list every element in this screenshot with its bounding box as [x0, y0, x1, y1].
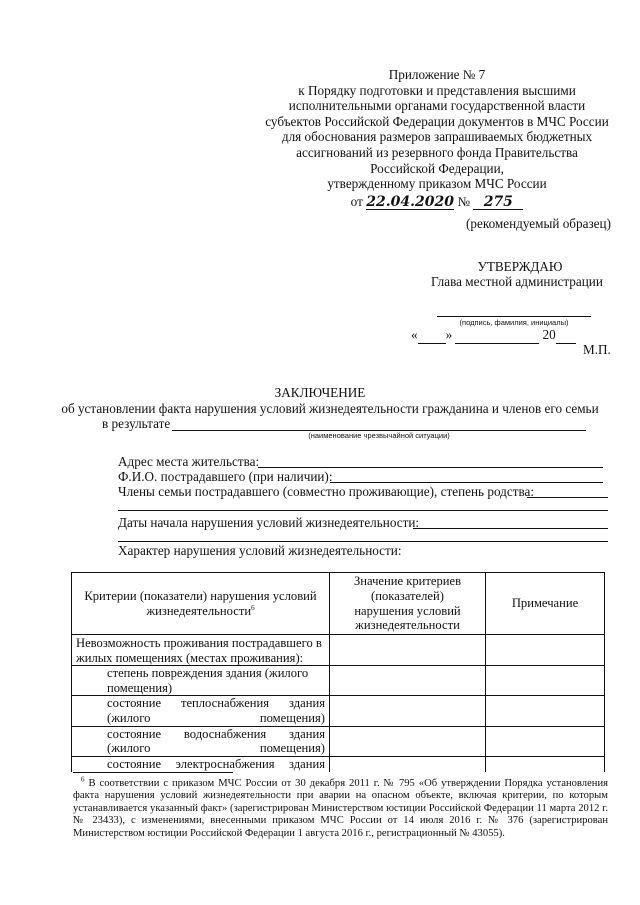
table-row: [72, 666, 605, 696]
appendix-line: Российской Федерации,: [370, 160, 504, 176]
order-number: 275: [473, 196, 523, 210]
conclusion-subtitle: об установлении факта нарушения условий жизнедеятельности гражданина и членов его семьи: [61, 401, 599, 416]
header-footnote-mark: 6: [251, 603, 255, 612]
row-criterion: Невозможность проживания пострадавшего в жилых помещениях (местах проживания):: [72, 635, 330, 666]
dates-label: Даты начала нарушения условий жизнедеятельности:: [118, 515, 420, 530]
signature-caption: (подпись, фамилия, инициалы): [459, 318, 569, 327]
approve-date-line: [411, 327, 576, 344]
appendix-block: [262, 67, 612, 210]
fio-label: Ф.И.О. пострадавшего (при наличии):: [118, 469, 333, 484]
row-value-cell[interactable]: [330, 635, 486, 666]
date-open-quote: «: [411, 327, 418, 342]
row-note-cell[interactable]: [486, 726, 605, 756]
appendix-line: Приложение № 7: [388, 67, 486, 82]
appendix-line: ассигнований из резервного фонда Правительства: [296, 144, 578, 160]
family-label: Члены семьи пострадавшего (совместно проживающие), степень родства:: [118, 484, 535, 499]
family-line[interactable]: [527, 497, 608, 498]
row-criterion: степень повреждения здания (жилого помещения): [72, 666, 330, 696]
approve-subtitle: Глава местной администрации: [431, 274, 603, 289]
dates-line[interactable]: [413, 528, 608, 529]
dates-line-2[interactable]: [118, 541, 608, 542]
seal-label: М.П.: [583, 342, 611, 357]
order-ref-line: [262, 194, 612, 210]
row-criterion: состояние электроснабжения здания: [72, 756, 330, 772]
appendix-line: исполнительными органами государственной власти: [288, 98, 586, 114]
row-criterion: состояние водоснабжения здания (жилого помещения): [72, 726, 330, 756]
recommended-sample-label: (рекомендуемый образец): [466, 216, 611, 231]
criteria-table: [71, 572, 605, 772]
table-row: [72, 726, 605, 756]
table-row: [72, 635, 605, 666]
table-row: [72, 696, 605, 726]
date-month-blank: [455, 327, 539, 344]
address-line[interactable]: [258, 467, 603, 468]
table-row: [72, 756, 605, 772]
date-close-quote: »: [445, 327, 453, 342]
approve-title: УТВЕРЖДАЮ: [477, 259, 563, 274]
table-header-row: [72, 573, 605, 635]
nature-label: Характер нарушения условий жизнедеятельности:: [118, 543, 402, 558]
row-note-cell[interactable]: [486, 756, 605, 772]
order-prefix: от: [350, 193, 363, 209]
header-value: Значение критериев (показателей) нарушения условий жизнедеятельности: [330, 573, 486, 635]
signature-line: [437, 316, 591, 317]
order-date: 22.04.2020: [366, 193, 454, 210]
appendix-line: к Порядку подготовки и представления высшими: [298, 82, 576, 98]
footnote-text: В соответствии с приказом МЧС России от 30 декабря 2011 г. № 795 «Об утверждении Порядка установления факта нарушения условий жизнедеятельности при аварии на опасном объекте, включая критерии, по которым устанавливается указанный факт» (зарегистрирован Министерством юстиции Российской Федерации 11 марта 2012 г. № 23433), с изменениями, внесенными приказом МЧС России от 14 июля 2016 г. № 376 (зарегистрирован Министерством юстиции Российской Федерации 1 августа 2016 г., регистрационный № 43055).: [73, 778, 608, 839]
appendix-line: субъектов Российской Федерации документов в МЧС России: [265, 113, 609, 129]
row-value-cell[interactable]: [330, 756, 486, 772]
row-note-cell[interactable]: [486, 635, 605, 666]
row-value-cell[interactable]: [330, 696, 486, 726]
row-note-cell[interactable]: [486, 666, 605, 696]
fio-line[interactable]: [330, 482, 603, 483]
order-number-label: №: [457, 193, 471, 209]
row-note-cell[interactable]: [486, 696, 605, 726]
appendix-line: для обоснования размеров запрашиваемых бюджетных: [281, 129, 593, 145]
result-caption: (наименование чрезвычайной ситуации): [308, 431, 450, 440]
row-criterion: состояние теплоснабжения здания (жилого помещения): [72, 696, 330, 726]
date-day-blank: [418, 327, 446, 344]
header-criteria: Критерии (показатели) нарушения условий жизнедеятельности$^6$: [72, 573, 330, 635]
family-line-2[interactable]: [118, 510, 608, 511]
appendix-line: утвержденному приказом МЧС России: [327, 176, 547, 192]
address-label: Адрес места жительства:: [118, 454, 260, 469]
row-value-cell[interactable]: [330, 726, 486, 756]
footnote: [73, 775, 608, 840]
row-value-cell[interactable]: [330, 666, 486, 696]
header-note: Примечание: [486, 573, 605, 635]
result-label: в результате: [102, 416, 171, 431]
date-year-blank: [556, 327, 576, 344]
conclusion-title: ЗАКЛЮЧЕНИЕ: [274, 385, 366, 400]
footnote-mark: 6: [81, 775, 85, 784]
footnote-separator: [73, 772, 233, 773]
date-year-prefix: 20: [542, 327, 556, 342]
